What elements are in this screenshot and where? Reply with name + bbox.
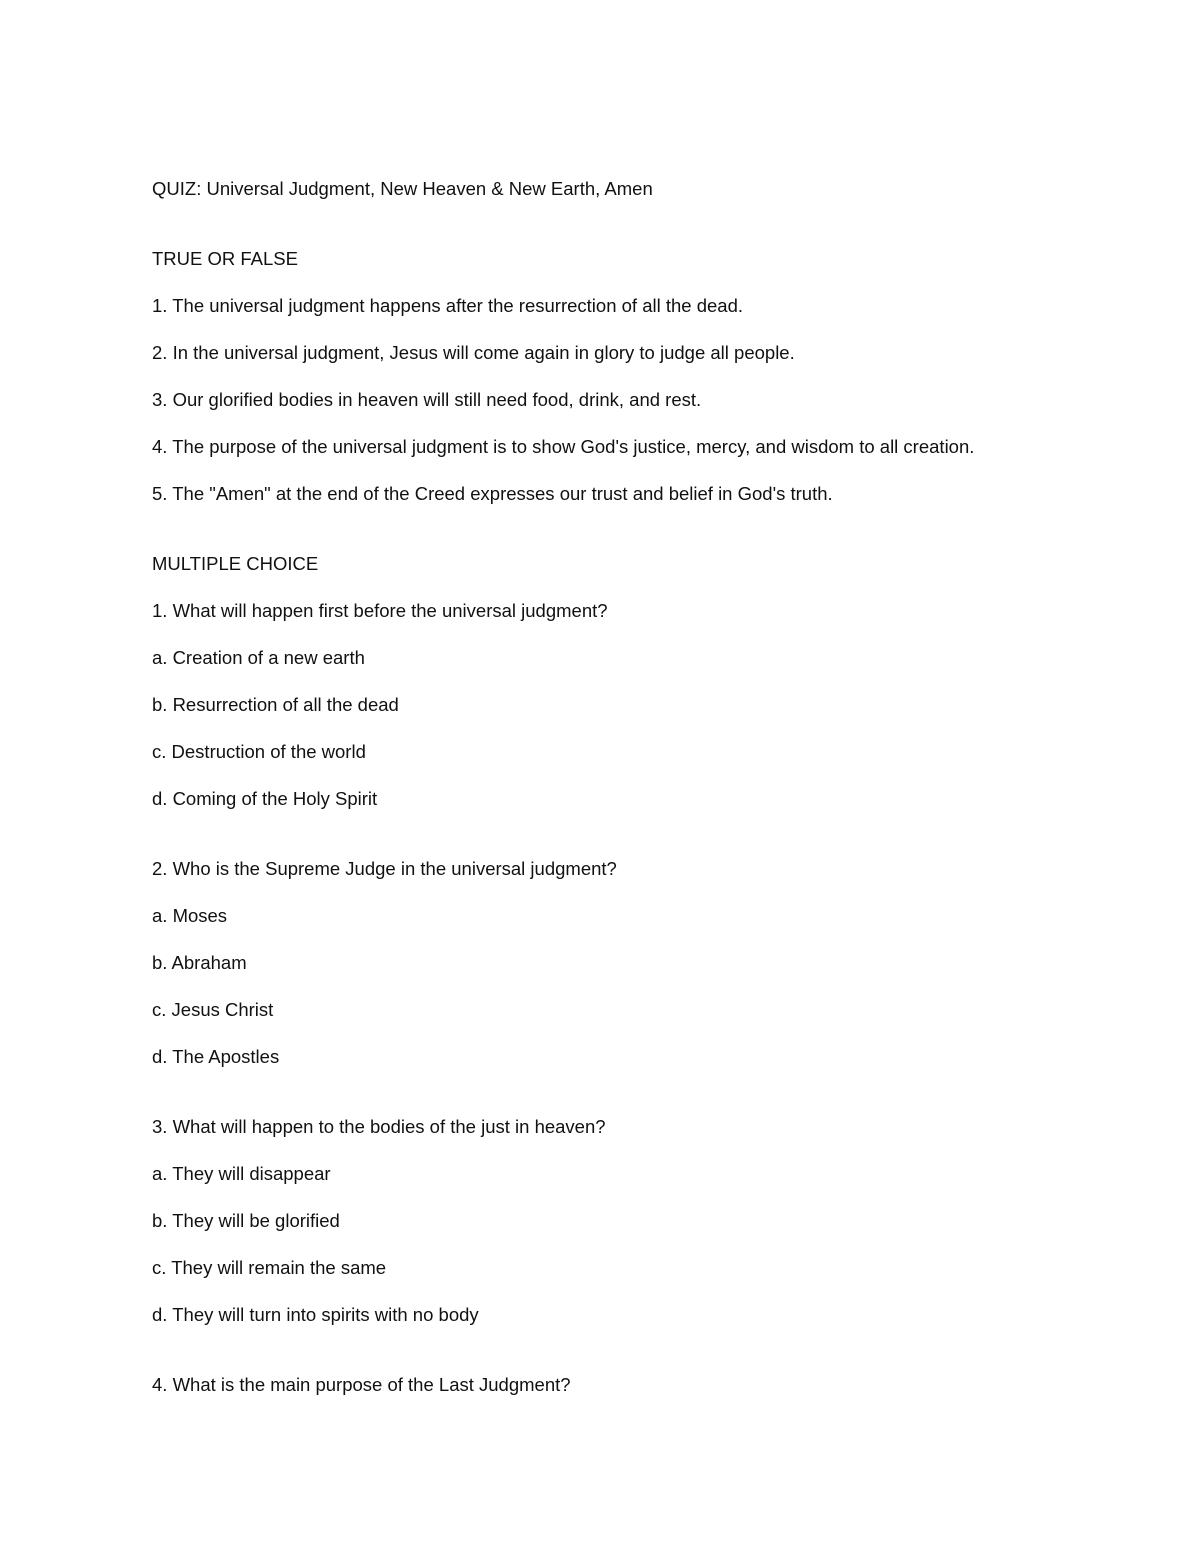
mc-option: d. The Apostles — [152, 1046, 280, 1067]
mc-question: 3. What will happen to the bodies of the just in heaven? — [152, 1116, 606, 1137]
mc-option: b. They will be glorified — [152, 1210, 340, 1231]
true-false-heading: TRUE OR FALSE — [152, 248, 298, 269]
multiple-choice-heading: MULTIPLE CHOICE — [152, 553, 319, 574]
document-content — [152, 177, 1152, 1420]
mc-question: 1. What will happen first before the universal judgment? — [152, 600, 608, 621]
true-false-item: 4. The purpose of the universal judgment is to show God's justice, mercy, and wisdom to all creation. — [152, 436, 975, 457]
mc-option: a. Creation of a new earth — [152, 647, 365, 668]
quiz-title: QUIZ: Universal Judgment, New Heaven & New Earth, Amen — [152, 178, 653, 199]
true-false-item: 3. Our glorified bodies in heaven will still need food, drink, and rest. — [152, 389, 702, 410]
true-false-item: 2. In the universal judgment, Jesus will come again in glory to judge all people. — [152, 342, 795, 363]
mc-option: c. They will remain the same — [152, 1257, 387, 1278]
true-false-item: 1. The universal judgment happens after the resurrection of all the dead. — [152, 295, 743, 316]
mc-option: c. Destruction of the world — [152, 741, 366, 762]
mc-option: a. Moses — [152, 905, 228, 926]
mc-question: 4. What is the main purpose of the Last Judgment? — [152, 1374, 571, 1395]
true-false-item: 5. The "Amen" at the end of the Creed expresses our trust and belief in God's truth. — [152, 483, 833, 504]
mc-option: c. Jesus Christ — [152, 999, 274, 1020]
mc-option: d. Coming of the Holy Spirit — [152, 788, 378, 809]
mc-option: a. They will disappear — [152, 1163, 331, 1184]
mc-option: b. Abraham — [152, 952, 247, 973]
mc-question: 2. Who is the Supreme Judge in the universal judgment? — [152, 858, 617, 879]
mc-option: d. They will turn into spirits with no body — [152, 1304, 479, 1325]
mc-option: b. Resurrection of all the dead — [152, 694, 399, 715]
